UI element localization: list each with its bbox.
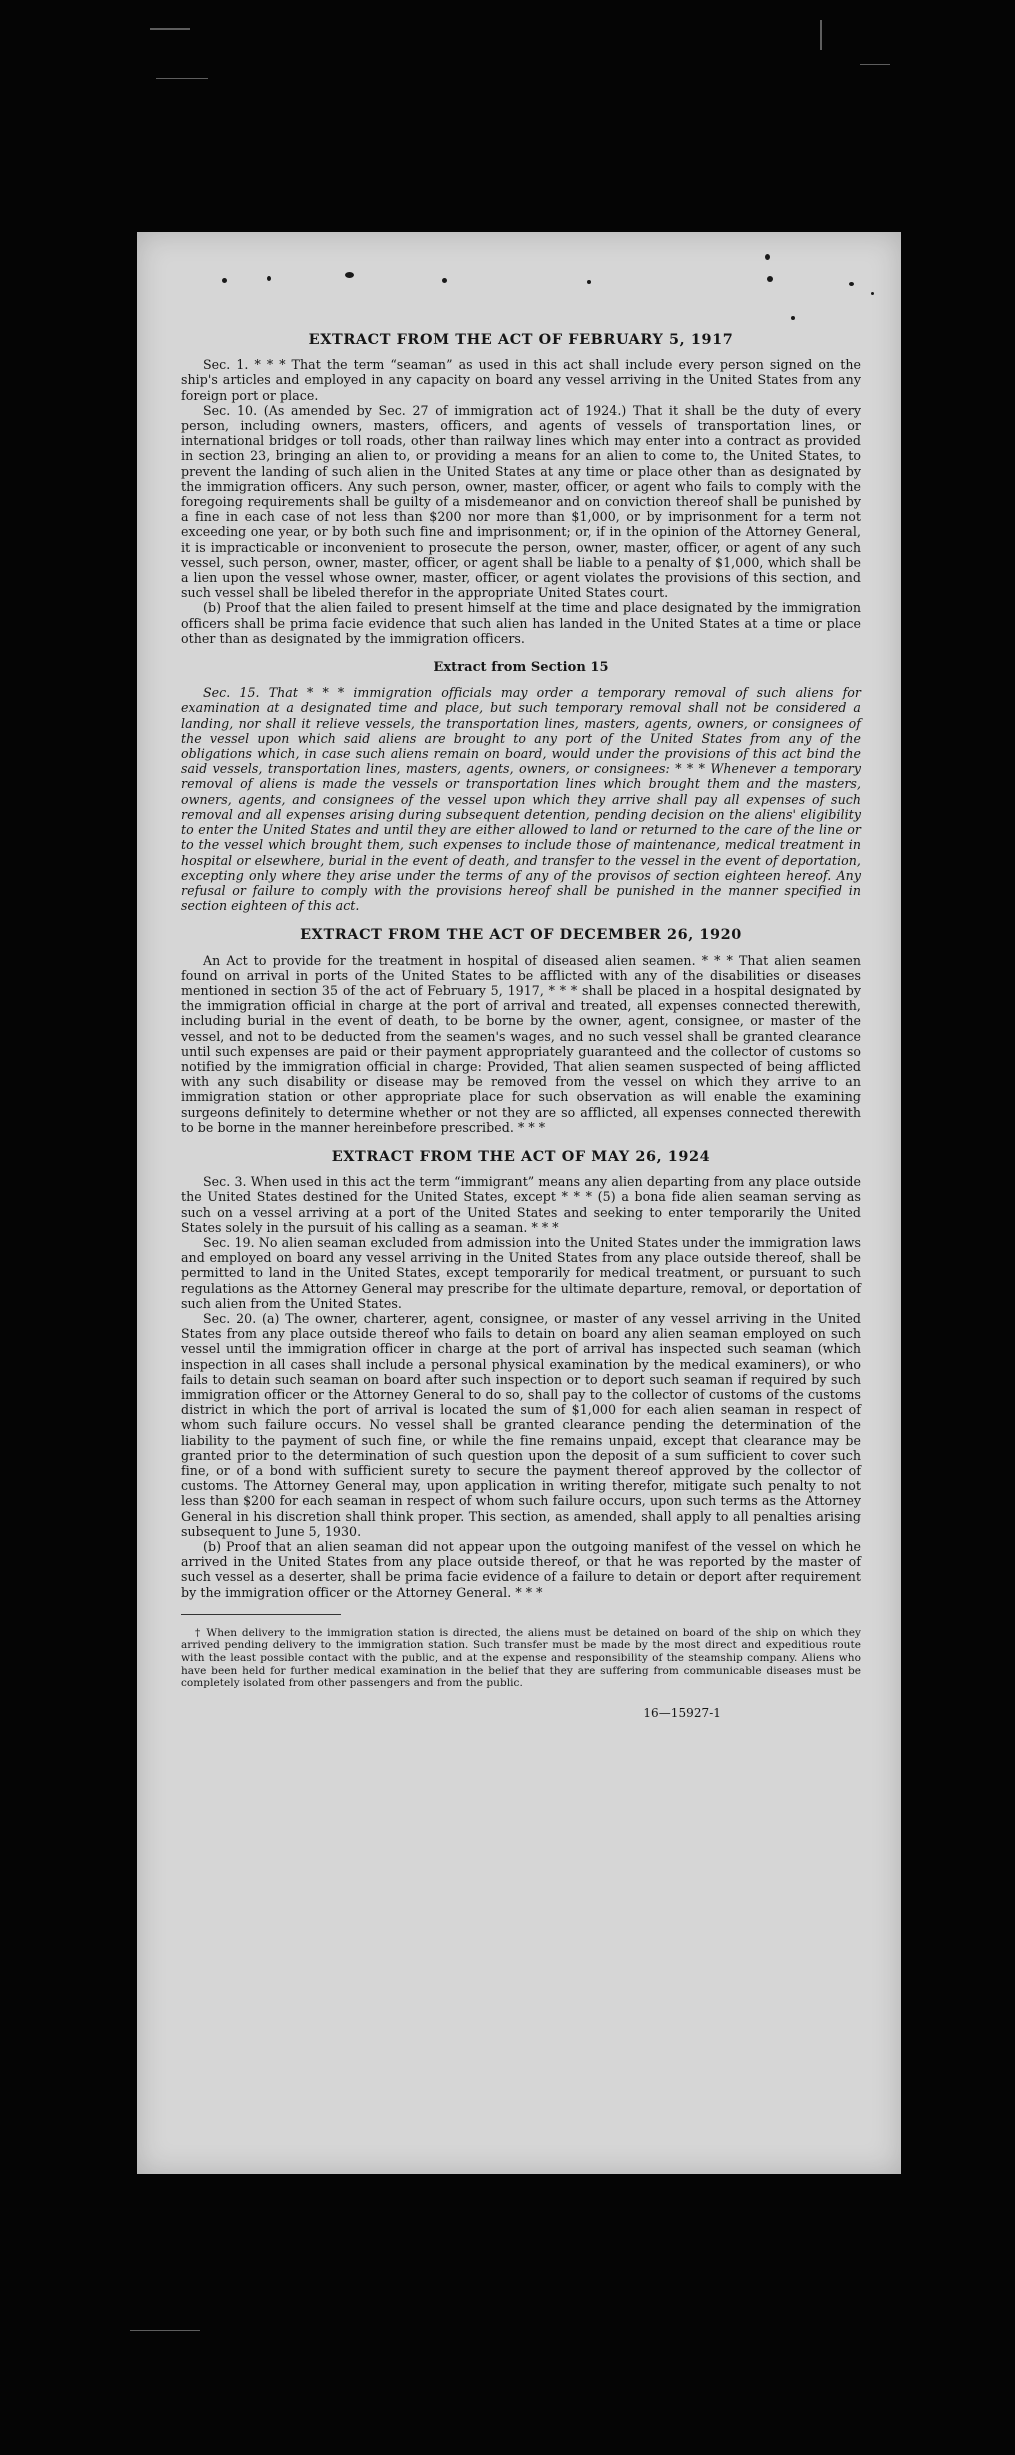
footnote — [181, 1627, 861, 1690]
film-scratch — [820, 20, 822, 50]
section-heading: EXTRACT FROM THE ACT OF MAY 26, 1924 — [331, 1147, 711, 1165]
paragraph: Sec. 3. When used in this act the term “immigrant” means any alien departing from any place outside the United States destined for the United States, except * * * (5) a bona fide alien seaman serving as such on a vessel arriving at a port of the United States and seeking to enter temporarily the United States solely in the pursuit of his calling as a seaman. * * * — [181, 1174, 861, 1235]
film-scratch — [150, 28, 190, 30]
form-number: 16—15927-1 — [643, 1705, 721, 1720]
section-act-1920 — [181, 927, 861, 1135]
paragraph: An Act to provide for the treatment in hospital of diseased alien seamen. * * * That alien seamen found on arrival in ports of the United States to be afflicted with any of the disabilities or diseases mentioned in section 35 of the act of February 5, 1917, * * * shall be placed in a hospital designated by the immigration official in charge at the port of arrival and treated, all expenses connected therewith, including burial in the event of death, to be borne by the owner, agent, consignee, or master of the vessel, and not to be deducted from the seamen's wages, and no such vessel shall be granted clearance until such expenses are paid or their payment appropriately guaranteed and the collector of customs so notified by the immigration official in charge: Provided, That alien seamen suspected of being afflicted with any such disability or disease may be removed from the vessel on which they arrive to an immigration station or other appropriate place for such observation as will enable the examining surgeons definitely to determine whether or not they are so afflicted, all expenses connected therewith to be borne in the manner hereinbefore prescribed. * * * — [181, 952, 861, 1135]
section-extract-15 — [181, 660, 861, 913]
footnote-text: † When delivery to the immigration station is directed, the aliens must be detained on board of the ship on which they arrived pending delivery to the immigration station. Such transfer must be made by the most direct and expeditious route with the least possible contact with the public, and at the expense and responsibility of the steamship company. Aliens who have been held for further medical examination in the belief that they are suffering from communicable diseases must be completely isolated from other passengers and from the public. — [181, 1626, 861, 1690]
section-heading: EXTRACT FROM THE ACT OF FEBRUARY 5, 1917 — [308, 331, 734, 348]
ink-speck — [791, 316, 795, 320]
ink-speck — [871, 292, 874, 295]
paragraph: Sec. 1. * * * That the term “seaman” as used in this act shall include every person signed on the ship's articles and employed in any capacity on board any vessel arriving in the United States from any foreign port or place. — [181, 357, 861, 403]
film-scratch — [130, 2330, 200, 2331]
ink-speck — [767, 276, 773, 282]
paragraph: Sec. 10. (As amended by Sec. 27 of immigration act of 1924.) That it shall be the duty of every person, including owners, masters, officers, and agents of vessels of transportation lines, or international bridges or toll roads, other than railway lines which may enter into a contract as provided in section 23, bringing an alien to, or providing a means for an alien to come to, the United States, to prevent the landing of such alien in the United States at any time or place other than as designated by the immigration officers. Any such person, owner, master, officer, or agent who fails to comply with the foregoing requirements shall be guilty of a misdemeanor and on conviction thereof shall be punished by a fine in each case of not less than $200 nor more than $1,000, or by imprisonment for a term not exceeding one year, or by both such fine and imprisonment; or, if in the opinion of the Attorney General, it is impracticable or inconvenient to prosecute the person, owner, master, officer, or agent of any such vessel, such person, owner, master, officer, or agent shall be liable to a penalty of $1,000, which shall be a lien upon the vessel whose owner, master, officer, or agent violates the provisions of this section, and such vessel shall be libeled therefor in the appropriate United States court. — [181, 402, 861, 601]
paragraph: Sec. 19. No alien seaman excluded from admission into the United States under the immigration laws and employed on board any vessel arriving in the United States from any place outside thereof, shall be permitted to land in the United States, except temporarily for medical treatment, or pursuant to such regulations as the Attorney General may prescribe for the ultimate departure, removal, or deportation of such alien from the United States. — [181, 1234, 861, 1311]
document-text — [181, 332, 861, 1721]
subsection-heading: Extract from Section 15 — [433, 660, 609, 676]
paragraph: Sec. 20. (a) The owner, charterer, agent, consignee, or master of any vessel arriving in the United States from any place outside thereof who fails to detain on board any alien seaman employed on such vessel until the immigration officer in charge at the port of arrival has inspected such seaman (which inspection in all cases shall include a personal physical examination by the medical examiners), or who fails to detain such seaman on board after such inspection or to deport such seaman if required by such immigration officer or the Attorney General to do so, shall pay to the collector of customs of the customs district in which the port of arrival is located the sum of $1,000 for each alien seaman in respect of whom such failure occurs. No vessel shall be granted clearance pending the determination of the liability to the payment of such fine, or while the fine remains unpaid, except that clearance may be granted prior to the determination of such question upon the deposit of a sum sufficient to cover such fine, or of a bond with sufficient surety to secure the payment thereof approved by the collector of customs. The Attorney General may, upon application in writing therefor, mitigate such penalty to not less than $200 for each seaman in respect of whom such failure occurs, upon such terms as the Attorney General in his discretion shall think proper. This section, as amended, shall apply to all penalties arising subsequent to June 5, 1930. — [181, 1310, 861, 1539]
ink-speck — [267, 276, 271, 281]
footnote-divider — [181, 1614, 341, 1615]
ink-speck — [222, 278, 227, 283]
ink-speck — [849, 282, 854, 286]
ink-speck — [765, 254, 770, 260]
film-scratch — [860, 64, 890, 65]
ink-speck — [442, 278, 447, 283]
film-scratch — [156, 78, 208, 79]
section-act-1917 — [181, 332, 861, 646]
section-heading: EXTRACT FROM THE ACT OF DECEMBER 26, 1920 — [300, 926, 742, 944]
paragraph: (b) Proof that the alien failed to present himself at the time and place designated by the immigration officers shall be prima facie evidence that such alien has landed in the United States at a time or place other than as designated by the immigration officers. — [181, 600, 861, 646]
document-page — [137, 232, 901, 2174]
paragraph: (b) Proof that an alien seaman did not appear upon the outgoing manifest of the vessel on which he arrived in the United States from any place outside thereof, or that he was reported by the master of such vessel as a deserter, shall be prima facie evidence of a failure to detain or deport after requirement by the immigration officer or the Attorney General. * * * — [181, 1539, 861, 1600]
section-act-1924 — [181, 1149, 861, 1600]
ink-speck — [587, 280, 591, 284]
ink-speck — [345, 272, 354, 278]
paragraph: Sec. 15. That * * * immigration officials may order a temporary removal of such aliens for examination at a designated time and place, but such temporary removal shall not be considered a landing, nor shall it relieve vessels, the transportation lines, masters, agents, owners, or consignees of the vessel upon which said aliens are brought to any port of the United States from any of the obligations which, in case such aliens remain on board, would under the provisions of this act bind the said vessels, transportation lines, masters, agents, owners, or consignees: * * * Whenever a temporary removal of aliens is made the vessels or transportation lines which brought them and the masters, owners, agents, and consignees of the vessel upon which they arrive shall pay all expenses of such removal and all expenses arising during subsequent detention, pending decision on the aliens' eligibility to enter the United States and until they are either allowed to land or returned to the care of the line or to the vessel which brought them, such expenses to include those of maintenance, medical treatment in hospital or elsewhere, burial in the event of death, and transfer to the vessel in the event of deportation, excepting only where they arise under the terms of any of the provisos of section eighteen hereof. Any refusal or failure to comply with the provisions hereof shall be punished in the manner specified in section eighteen of this act. — [181, 685, 861, 914]
